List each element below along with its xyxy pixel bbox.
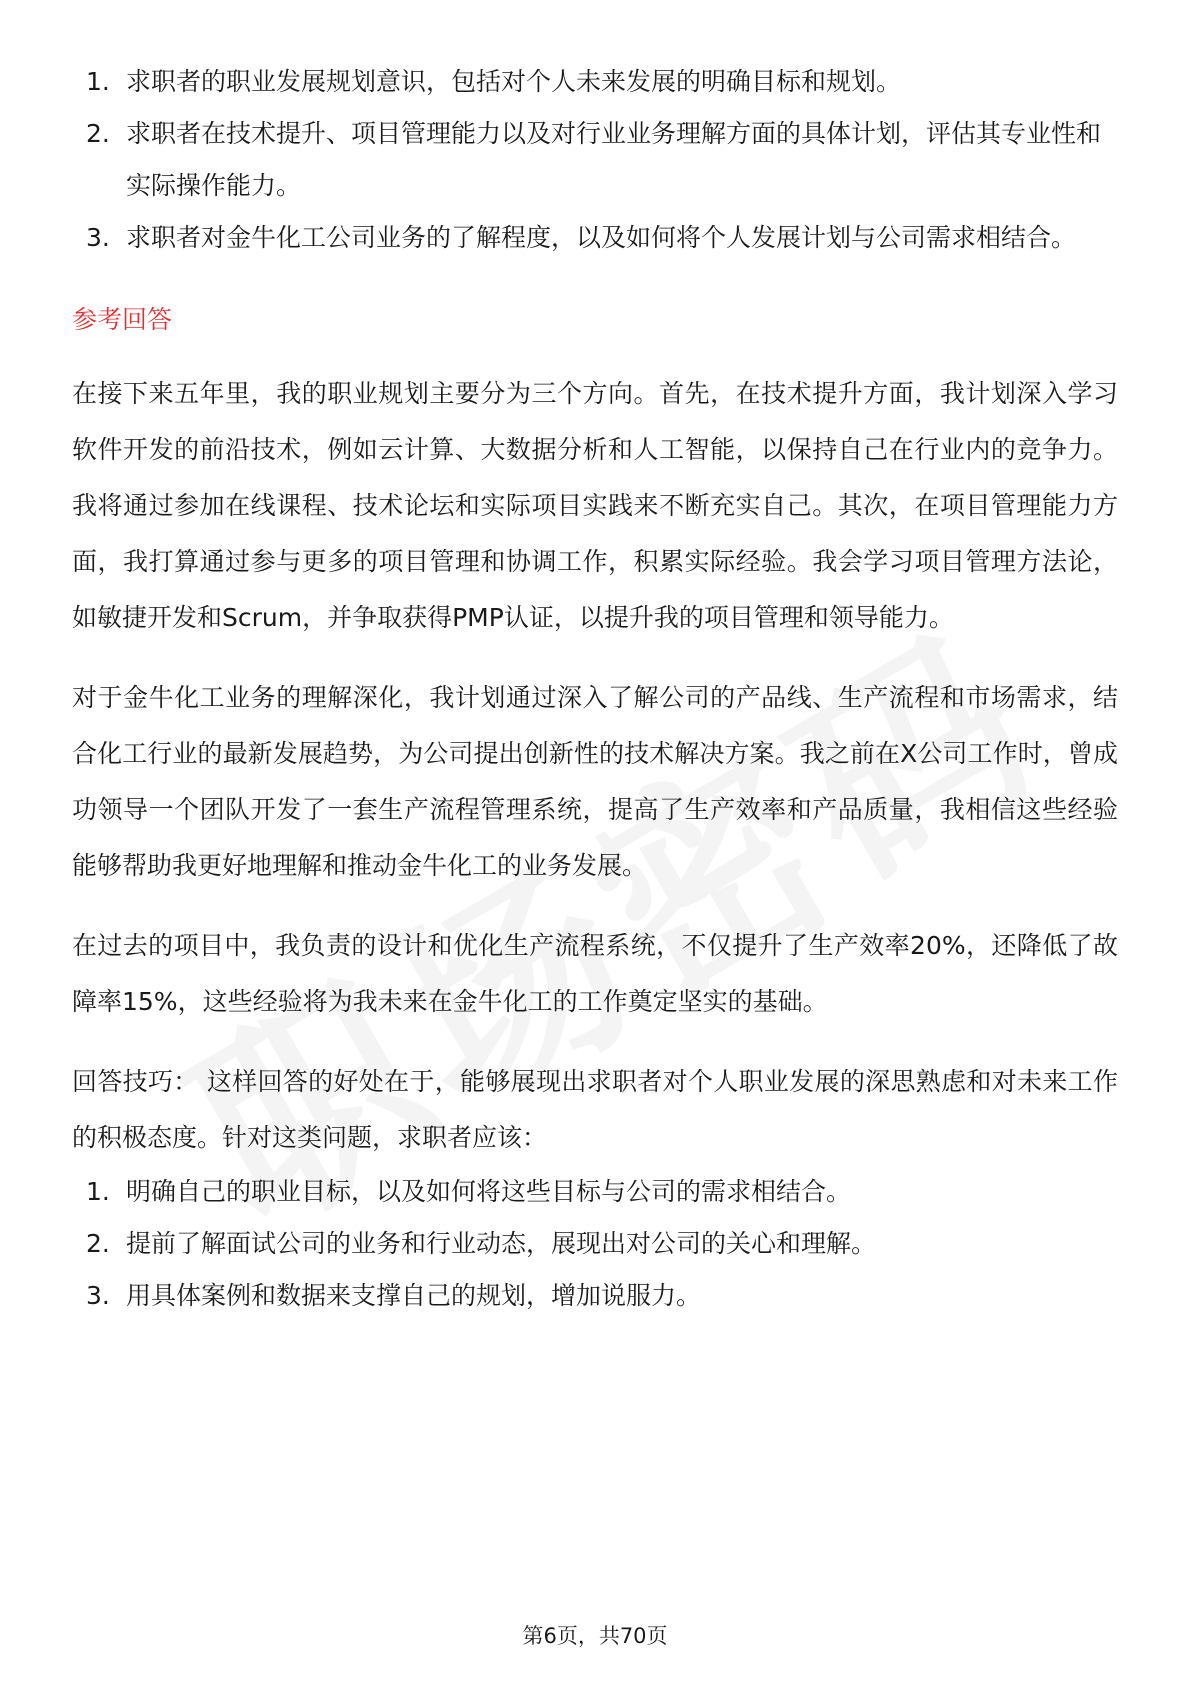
answer-paragraph: 在接下来五年里，我的职业规划主要分为三个方向。首先，在技术提升方面，我计划深入学习软件开发的前沿技术，例如云计算、大数据分析和人工智能，以保持自己在行业内的竞争力。我将通过参加在线课程、技术论坛和实际项目实践来不断充实自己。其次，在项目管理能力方面，我打算通过参与更多的项目管理和协调工作，积累实际经验。我会学习项目管理方法论，如敏捷开发和Scrum，并争取获得PMP认证，以提升我的项目管理和领导能力。: [72, 379, 1118, 632]
list-text: 求职者对金牛化工公司业务的了解程度，以及如何将个人发展计划与公司需求相结合。: [126, 223, 1077, 252]
list-number: 2.: [86, 119, 110, 148]
list-text: 明确自己的职业目标，以及如何将这些目标与公司的需求相结合。: [126, 1177, 852, 1206]
list-number: 1.: [86, 67, 110, 96]
list-number: 3.: [86, 223, 110, 252]
tips-paragraph: 回答技巧： 这样回答的好处在于，能够展现出求职者对个人职业发展的深思熟虑和对未来工作的积极态度。针对这类问题，求职者应该：: [72, 1067, 1118, 1152]
list-number: 3.: [86, 1281, 110, 1310]
list-item: [72, 108, 1118, 212]
list-item: [72, 1270, 1118, 1322]
list-number: 2.: [86, 1229, 110, 1258]
list-text: 求职者在技术提升、项目管理能力以及对行业业务理解方面的具体计划，评估其专业性和实际操作能力。: [126, 119, 1102, 200]
list-text: 求职者的职业发展规划意识，包括对个人未来发展的明确目标和规划。: [126, 67, 902, 96]
page-footer: 第6页，共70页: [522, 1624, 668, 1648]
answer-paragraph: 在过去的项目中，我负责的设计和优化生产流程系统，不仅提升了生产效率20%，还降低了故障率15%，这些经验将为我未来在金牛化工的工作奠定坚实的基础。: [72, 931, 1118, 1016]
list-text: 用具体案例和数据来支撑自己的规划，增加说服力。: [126, 1281, 702, 1310]
list-item: [72, 56, 1118, 108]
answer-paragraph: 对于金牛化工业务的理解深化，我计划通过深入了解公司的产品线、生产流程和市场需求，结合化工行业的最新发展趋势，为公司提出创新性的技术解决方案。我之前在X公司工作时，曾成功领导一个团队开发了一套生产流程管理系统，提高了生产效率和产品质量，我相信这些经验能够帮助我更好地理解和推动金牛化工的业务发展。: [72, 683, 1118, 880]
list-item: [72, 212, 1118, 264]
list-number: 1.: [86, 1177, 110, 1206]
page-content: [72, 56, 1118, 1322]
list-item: [72, 1166, 1118, 1218]
criteria-list: [72, 56, 1118, 264]
list-text: 提前了解面试公司的业务和行业动态，展现出对公司的关心和理解。: [126, 1229, 877, 1258]
section-title: 参考回答: [72, 305, 173, 334]
list-item: [72, 1218, 1118, 1270]
tips-list: [72, 1166, 1118, 1322]
